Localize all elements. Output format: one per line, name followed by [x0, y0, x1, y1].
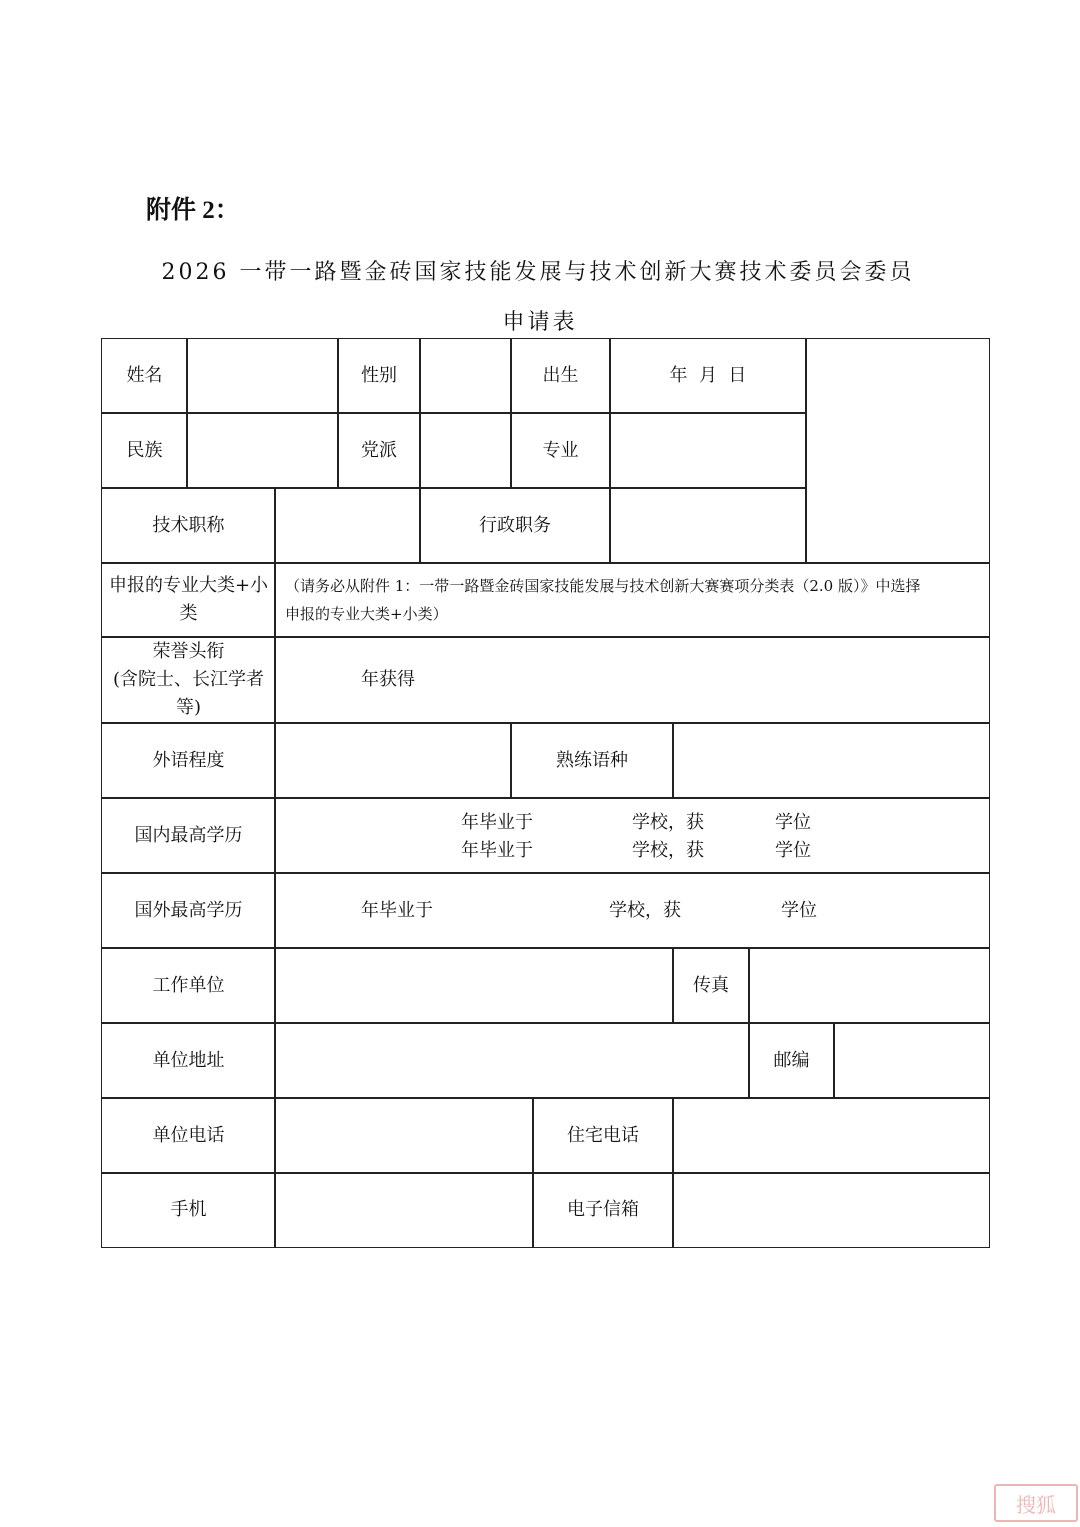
form-subtitle: 申请表 — [502, 310, 578, 335]
language-field[interactable] — [672, 722, 990, 799]
honor-label-line2: (含院士、长江学者 — [112, 669, 265, 690]
foreign-degree: 学位 — [781, 900, 817, 921]
honor-label-line1: 荣誉头衔 — [152, 641, 225, 662]
tech-title-field[interactable] — [274, 487, 421, 564]
admin-post-field[interactable] — [609, 487, 807, 564]
admin-post-label: 行政职务 — [419, 487, 611, 564]
foreign-edu-field[interactable] — [274, 872, 990, 949]
employer-field[interactable] — [274, 947, 674, 1024]
foreign-grad-year: 年毕业于 — [361, 900, 433, 921]
birth-label: 出生 — [510, 338, 611, 414]
mobile-field[interactable] — [274, 1172, 534, 1248]
work-phone-field[interactable] — [274, 1097, 534, 1174]
employer-label: 工作单位 — [101, 947, 276, 1024]
gender-label: 性别 — [337, 338, 421, 414]
domestic-grad-year-1: 年毕业于 — [461, 812, 533, 833]
domestic-edu-label: 国内最高学历 — [101, 797, 276, 874]
ethnicity-field[interactable] — [186, 412, 339, 489]
postcode-label: 邮编 — [748, 1022, 835, 1099]
home-phone-label: 住宅电话 — [532, 1097, 674, 1174]
domestic-school-1: 学校，获 — [632, 812, 704, 833]
foreign-school: 学校，获 — [609, 900, 681, 921]
ethnicity-label: 民族 — [101, 412, 188, 489]
domestic-school-2: 学校，获 — [632, 840, 704, 861]
work-phone-label: 单位电话 — [101, 1097, 276, 1174]
language-label: 熟练语种 — [510, 722, 674, 799]
honor-label-line3: 等) — [175, 697, 202, 718]
category-hint-line2: 申报的专业大类+小类） — [285, 605, 448, 623]
fax-field[interactable] — [748, 947, 990, 1024]
party-label: 党派 — [337, 412, 421, 489]
major-label: 专业 — [510, 412, 611, 489]
party-field[interactable] — [419, 412, 512, 489]
form-title: 2026 一带一路暨金砖国家技能发展与技术创新大赛技术委员会委员 — [161, 260, 915, 285]
major-field[interactable] — [609, 412, 807, 489]
category-label: 申报的专业大类+小类 — [101, 562, 276, 638]
domestic-edu-field[interactable] — [274, 797, 990, 874]
name-field[interactable] — [186, 338, 339, 414]
address-field[interactable] — [274, 1022, 750, 1099]
honor-label — [101, 636, 276, 724]
foreign-edu-label: 国外最高学历 — [101, 872, 276, 949]
mobile-label: 手机 — [101, 1172, 276, 1248]
domestic-grad-year-2: 年毕业于 — [461, 840, 533, 861]
fax-label: 传真 — [672, 947, 750, 1024]
tech-title-label: 技术职称 — [101, 487, 276, 564]
name-label: 姓名 — [101, 338, 188, 414]
watermark-seal: 搜狐 — [994, 1484, 1078, 1522]
language-level-label: 外语程度 — [101, 722, 276, 799]
gender-field[interactable] — [419, 338, 512, 414]
honor-year-text: 年获得 — [361, 669, 415, 690]
home-phone-field[interactable] — [672, 1097, 990, 1174]
email-field[interactable] — [672, 1172, 990, 1248]
email-label: 电子信箱 — [532, 1172, 674, 1248]
domestic-degree-1: 学位 — [775, 812, 811, 833]
language-level-field[interactable] — [274, 722, 512, 799]
category-field[interactable] — [274, 562, 990, 638]
address-label: 单位地址 — [101, 1022, 276, 1099]
attachment-label: 附件 2： — [146, 197, 240, 224]
postcode-field[interactable] — [833, 1022, 990, 1099]
honor-field[interactable] — [274, 636, 990, 724]
birth-date-field[interactable]: 年 月 日 — [609, 338, 807, 414]
photo-box — [805, 338, 990, 564]
category-hint-line1: （请务必从附件 1：一带一路暨金砖国家技能发展与技术创新大赛赛项分类表（2.0 版）》中选择 — [285, 577, 921, 595]
domestic-degree-2: 学位 — [775, 840, 811, 861]
